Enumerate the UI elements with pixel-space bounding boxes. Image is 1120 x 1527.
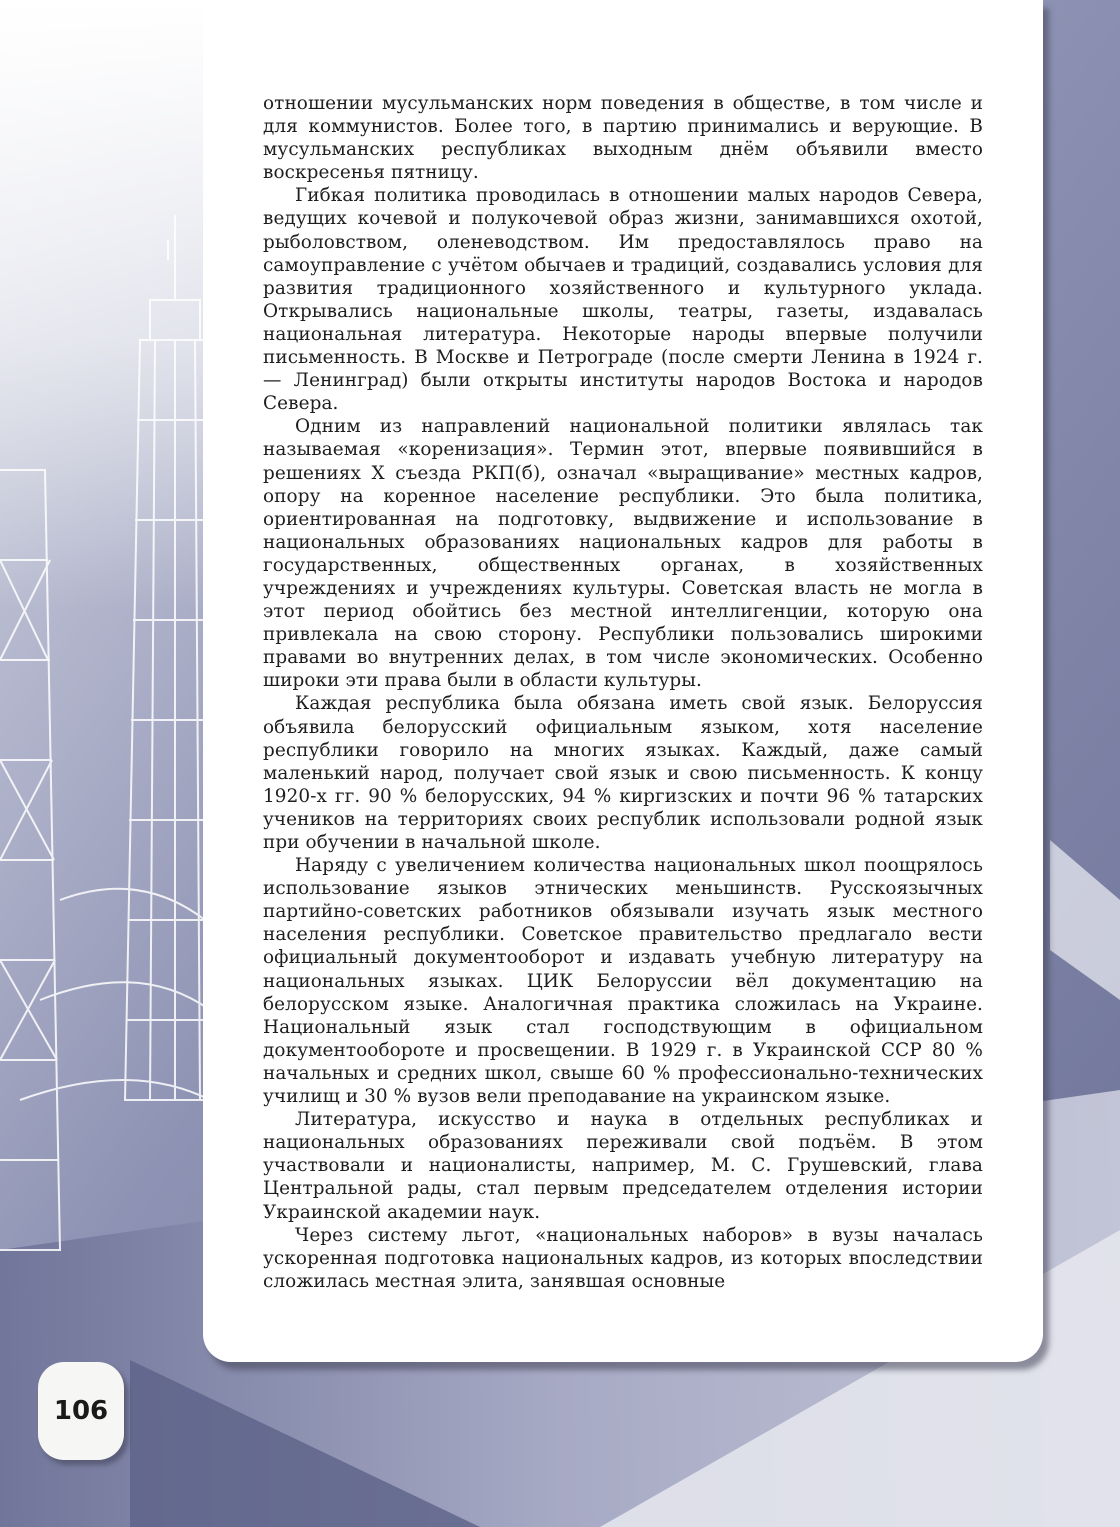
paragraph: Каждая республика была обязана иметь свой язык. Белоруссия объявила белорусский официальным языком, хотя население республики говорило на многих языках. Каждый, даже самый маленький народ, получает свой язык и свою письменность. К концу 1920-х гг. 90 % белорусских, 94 % киргизских и почти 96 % татарских учеников на территориях своих республик использовали родной язык при обучении в начальной школе. <box>263 693 983 853</box>
paragraph: Наряду с увеличением количества национальных школ поощрялось использование языков этнических меньшинств. Русскоязычных партийно-советских работников обязывали изучать язык местного населения республики. Советское правительство предлагало вести официальный документооборот и издавать учебную литературу на национальных языках. ЦИК Белоруссии вёл документацию на белорусском языке. Аналогичная практика сложилась на Украине. Национальный язык стал господствующим в официальном документообороте и просвещении. В 1929 г. в Украинской ССР 80 % начальных и средних школ, свыше 60 % профессионально-технических училищ и 30 % вузов вели преподавание на украинском языке. <box>263 855 983 1108</box>
paragraph: Одним из направлений национальной политики являлась так называемая «коренизация». Термин этот, впервые появившийся в решениях X съезда РКП(б), означал «выращивание» местных кадров, опору на коренное население республики. Это была политика, ориентированная на подготовку, выдвижение и использование в национальных образованиях национальных кадров для работы в государственных, общественных органах, в хозяйственных учреждениях и учреждениях культуры. Советская власть не могла в этот период обойтись без местной интеллигенции, которую она привлекала на свою сторону. Республики пользовались широкими правами во внутренних делах, в том числе экономических. Особенно широки эти права были в области культуры. <box>263 416 983 692</box>
paragraph: отношении мусульманских норм поведения в обществе, в том числе и для коммунистов. Более того, в партию принимались и верующие. В мусульманских республиках выходным днём объявили вместо воскресенья пятницу. <box>263 93 983 184</box>
paragraph: Гибкая политика проводилась в отношении малых народов Севера, ведущих кочевой и полукочевой образ жизни, занимавшихся охотой, рыболовством, оленеводством. Им предоставлялось право на самоуправление с учётом обычаев и традиций, создавались условия для развития традиционного хозяйственного и культурного уклада. Открывались национальные школы, театры, газеты, издавалась национальная литература. Некоторые народы впервые получили письменность. В Москве и Петрограде (после смерти Ленина в 1924 г. — Ленинград) были открыты институты народов Востока и народов Севера. <box>263 185 983 415</box>
text-panel <box>203 0 1043 1362</box>
page-number: 106 <box>53 1396 109 1426</box>
paragraph: Литература, искусство и наука в отдельных республиках и национальных образованиях переживали свой подъём. В этом участвовали и националисты, например, М. С. Грушевский, глава Центральной рады, стал первым председателем отделения истории Украинской академии наук. <box>263 1109 983 1223</box>
paragraph: Через систему льгот, «национальных наборов» в вузы началась ускоренная подготовка национальных кадров, из которых впоследствии сложилась местная элита, занявшая основные <box>263 1224 983 1292</box>
body-text <box>263 92 983 1293</box>
page-number-badge <box>38 1362 124 1460</box>
